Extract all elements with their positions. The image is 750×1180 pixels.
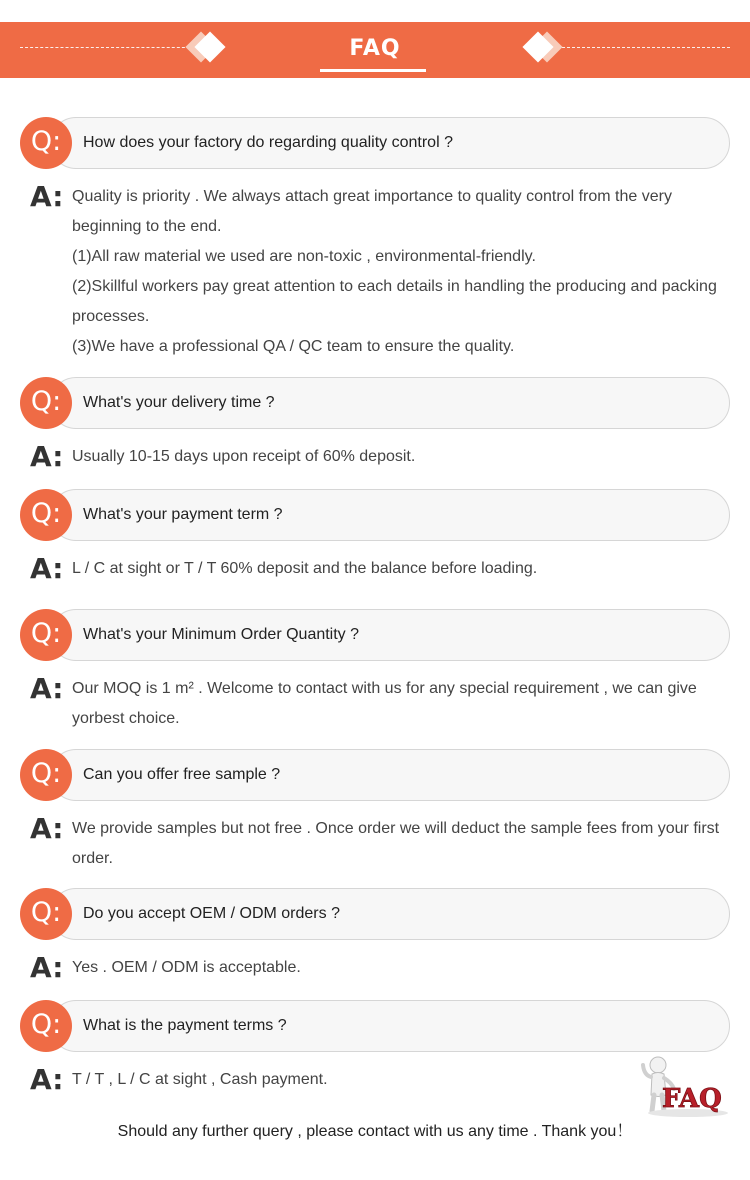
title-underline [320, 69, 426, 72]
q-badge: Q: [20, 117, 72, 169]
faq-figure-illustration [640, 1055, 732, 1119]
question-row [20, 377, 730, 429]
footer-contact-text: Should any further query , please contact with us any time . Thank you！ [117, 1123, 633, 1140]
answer-line: Our MOQ is 1 m² . Welcome to contact with us for any special requirement , we can give [72, 680, 697, 697]
question-text: What is the payment terms ? [83, 1017, 287, 1034]
answer-line: order. [72, 850, 113, 867]
question-row [20, 609, 730, 661]
answer-text [72, 814, 732, 874]
question-row [20, 117, 730, 169]
question-row [20, 489, 730, 541]
answer-line: (2)Skillful workers pay great attention to each details in handling the producing and packing [72, 278, 717, 295]
q-badge: Q: [20, 1000, 72, 1052]
question-row [20, 888, 730, 940]
answer-text [72, 1065, 732, 1095]
answer-text [72, 554, 732, 584]
question-text: What's your Minimum Order Quantity ? [83, 626, 360, 643]
answer-line: We provide samples but not free . Once order we will deduct the sample fees from your first [72, 820, 720, 837]
a-badge: A: [30, 672, 64, 705]
a-badge: A: [30, 552, 64, 585]
q-badge: Q: [20, 888, 72, 940]
dashed-line-right [552, 47, 730, 48]
question-text: Do you accept OEM / ODM orders ? [83, 905, 340, 922]
page-title: FAQ [349, 36, 401, 61]
question-row [20, 749, 730, 801]
answer-text [72, 182, 732, 362]
answer-line: processes. [72, 308, 150, 325]
answer-line: T / T , L / C at sight , Cash payment. [72, 1071, 328, 1088]
faq-header-banner [0, 22, 750, 78]
answer-line: L / C at sight or T / T 60% deposit and the balance before loading. [72, 560, 538, 577]
question-text: How does your factory do regarding quality control ? [83, 134, 453, 151]
q-badge: Q: [20, 377, 72, 429]
faq-figure-icon [640, 1055, 732, 1119]
dashed-line-left [20, 47, 195, 48]
q-badge: Q: [20, 609, 72, 661]
faq-figure-text: FAQ [662, 1084, 722, 1114]
answer-text [72, 953, 732, 983]
a-badge: A: [30, 812, 64, 845]
q-badge: Q: [20, 749, 72, 801]
answer-line: (1)All raw material we used are non-toxic , environmental-friendly. [72, 248, 536, 265]
a-badge: A: [30, 440, 64, 473]
question-row [20, 1000, 730, 1052]
a-badge: A: [30, 951, 64, 984]
a-badge: A: [30, 180, 64, 213]
answer-line: (3)We have a professional QA / QC team to ensure the quality. [72, 338, 515, 355]
question-text: What's your payment term ? [83, 506, 283, 523]
a-badge: A: [30, 1063, 64, 1096]
answer-line: beginning to the end. [72, 218, 222, 235]
question-text: Can you offer free sample ? [83, 766, 281, 783]
answer-text [72, 674, 732, 734]
answer-line: yorbest choice. [72, 710, 180, 727]
question-text: What's your delivery time ? [83, 394, 275, 411]
q-badge: Q: [20, 489, 72, 541]
answer-line: Yes . OEM / ODM is acceptable. [72, 959, 301, 976]
answer-line: Quality is priority . We always attach great importance to quality control from the very [72, 188, 672, 205]
answer-line: Usually 10-15 days upon receipt of 60% deposit. [72, 448, 416, 465]
answer-text [72, 442, 732, 472]
